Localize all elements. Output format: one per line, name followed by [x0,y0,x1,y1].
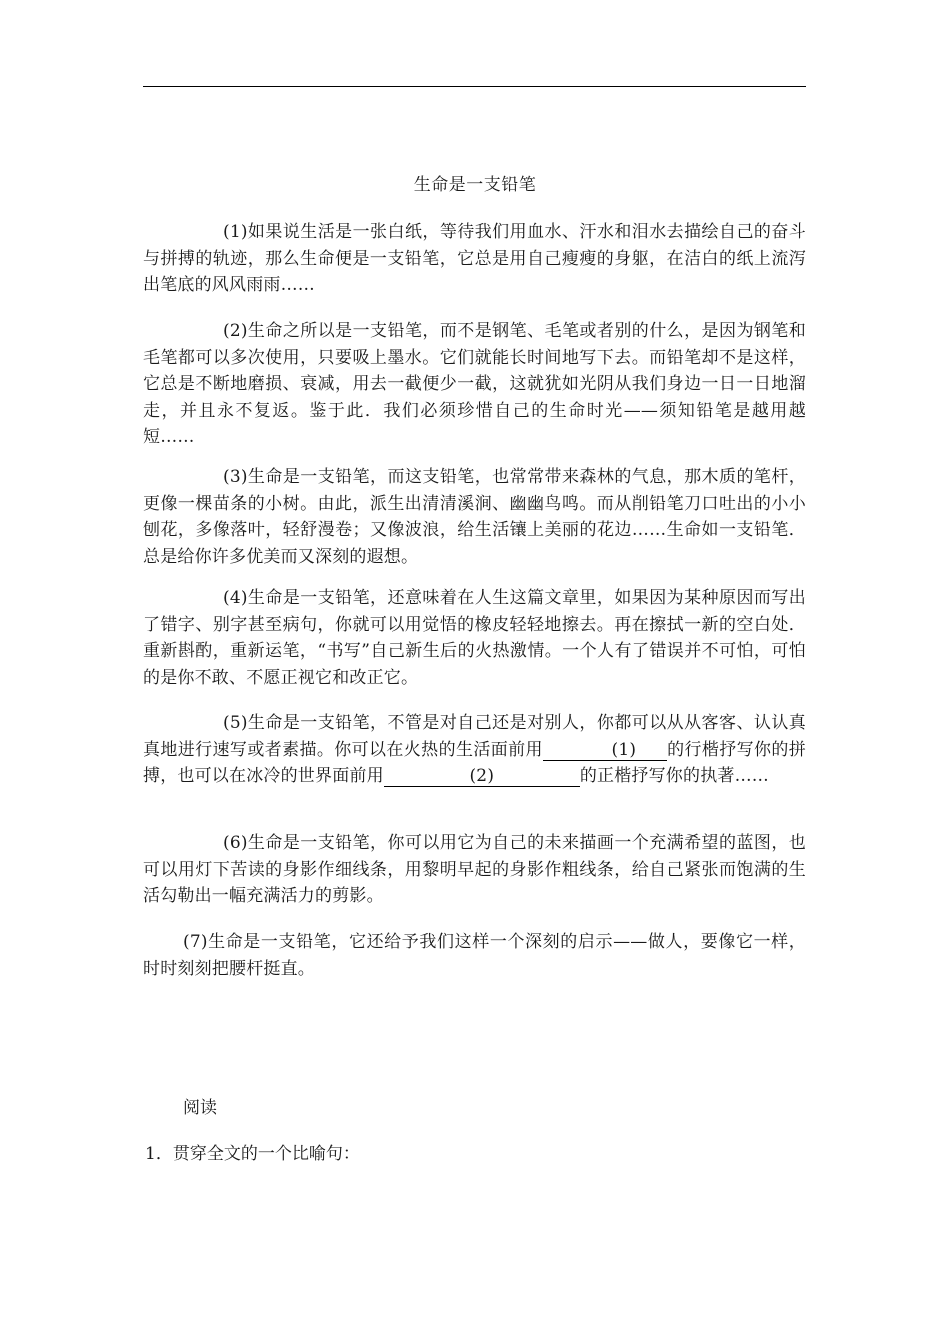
paragraph-3: (3)生命是一支铅笔，而这支铅笔，也常常带来森林的气息，那木质的笔杆，更像一棵苗条的小树。由此，派生出清清溪涧、幽幽鸟鸣。而从削铅笔刀口吐出的小小刨花，多像落叶，轻舒漫卷；又像波浪，给生活镶上美丽的花边……生命如一支铅笔．总是给你许多优美而又深刻的遐想。 [143,467,806,567]
article-title: 生命是一支铅笔 [413,175,537,195]
paragraph-4: (4)生命是一支铅笔，还意味着在人生这篇文章里，如果因为某种原因而写出了错字、别字甚至病句，你就可以用觉悟的橡皮轻轻地擦去。再在擦拭一新的空白处．重新斟酌，重新运笔，“书写”自己新生后的火热激情。一个人有了错误并不可怕，可怕的是你不敢、不愿正视它和改正它。 [143,588,806,688]
fill-blank-1[interactable]: (1) [543,740,667,761]
paragraph-5 [143,710,806,790]
paragraph-1: (1)如果说生活是一张白纸，等待我们用血水、汗水和泪水去描绘自己的奋斗与拼搏的轨迹，那么生命便是一支铅笔，它总是用自己瘦瘦的身躯，在洁白的纸上流泻出笔底的风风雨雨…… [143,222,806,295]
paragraph-6: (6)生命是一支铅笔，你可以用它为自己的未来描画一个充满希望的蓝图，也可以用灯下苦读的身影作细线条，用黎明早起的身影作粗线条，给自己紧张而饱满的生活勾勒出一幅充满活力的剪影。 [143,833,806,906]
fill-blank-2[interactable]: (2) [384,766,580,787]
reading-heading: 阅读 [183,1098,217,1118]
paragraph-2: (2)生命之所以是一支铅笔，而不是钢笔、毛笔或者别的什么，是因为钢笔和毛笔都可以多次使用，只要吸上墨水。它们就能长时间地写下去。而铅笔却不是这样，它总是不断地磨损、衰减，用去一截便少一截，这就犹如光阴从我们身边一日一日地溜走，并且永不复返。鉴于此．我们必须珍惜自己的生命时光——须知铅笔是越用越短…… [143,321,806,447]
question-1: 1．贯穿全文的一个比喻句： [145,1144,360,1164]
header-rule [143,86,806,87]
paragraph-5-after: 的正楷抒写你的执著…… [579,766,770,786]
paragraph-7: (7)生命是一支铅笔，它还给予我们这样一个深刻的启示——做人，要像它一样，时时刻刻把腰杆挺直。 [143,932,806,979]
paragraph-5-middle: 的行楷抒写你的拼搏，也可以在冰冷的世界面前用 [143,739,806,786]
paragraph-5-before: (5)生命是一支铅笔，不管是对自己还是对别人，你都可以从从客客、认认真真地进行速写或者素描。你可以在火热的生活面前用 [143,713,806,760]
